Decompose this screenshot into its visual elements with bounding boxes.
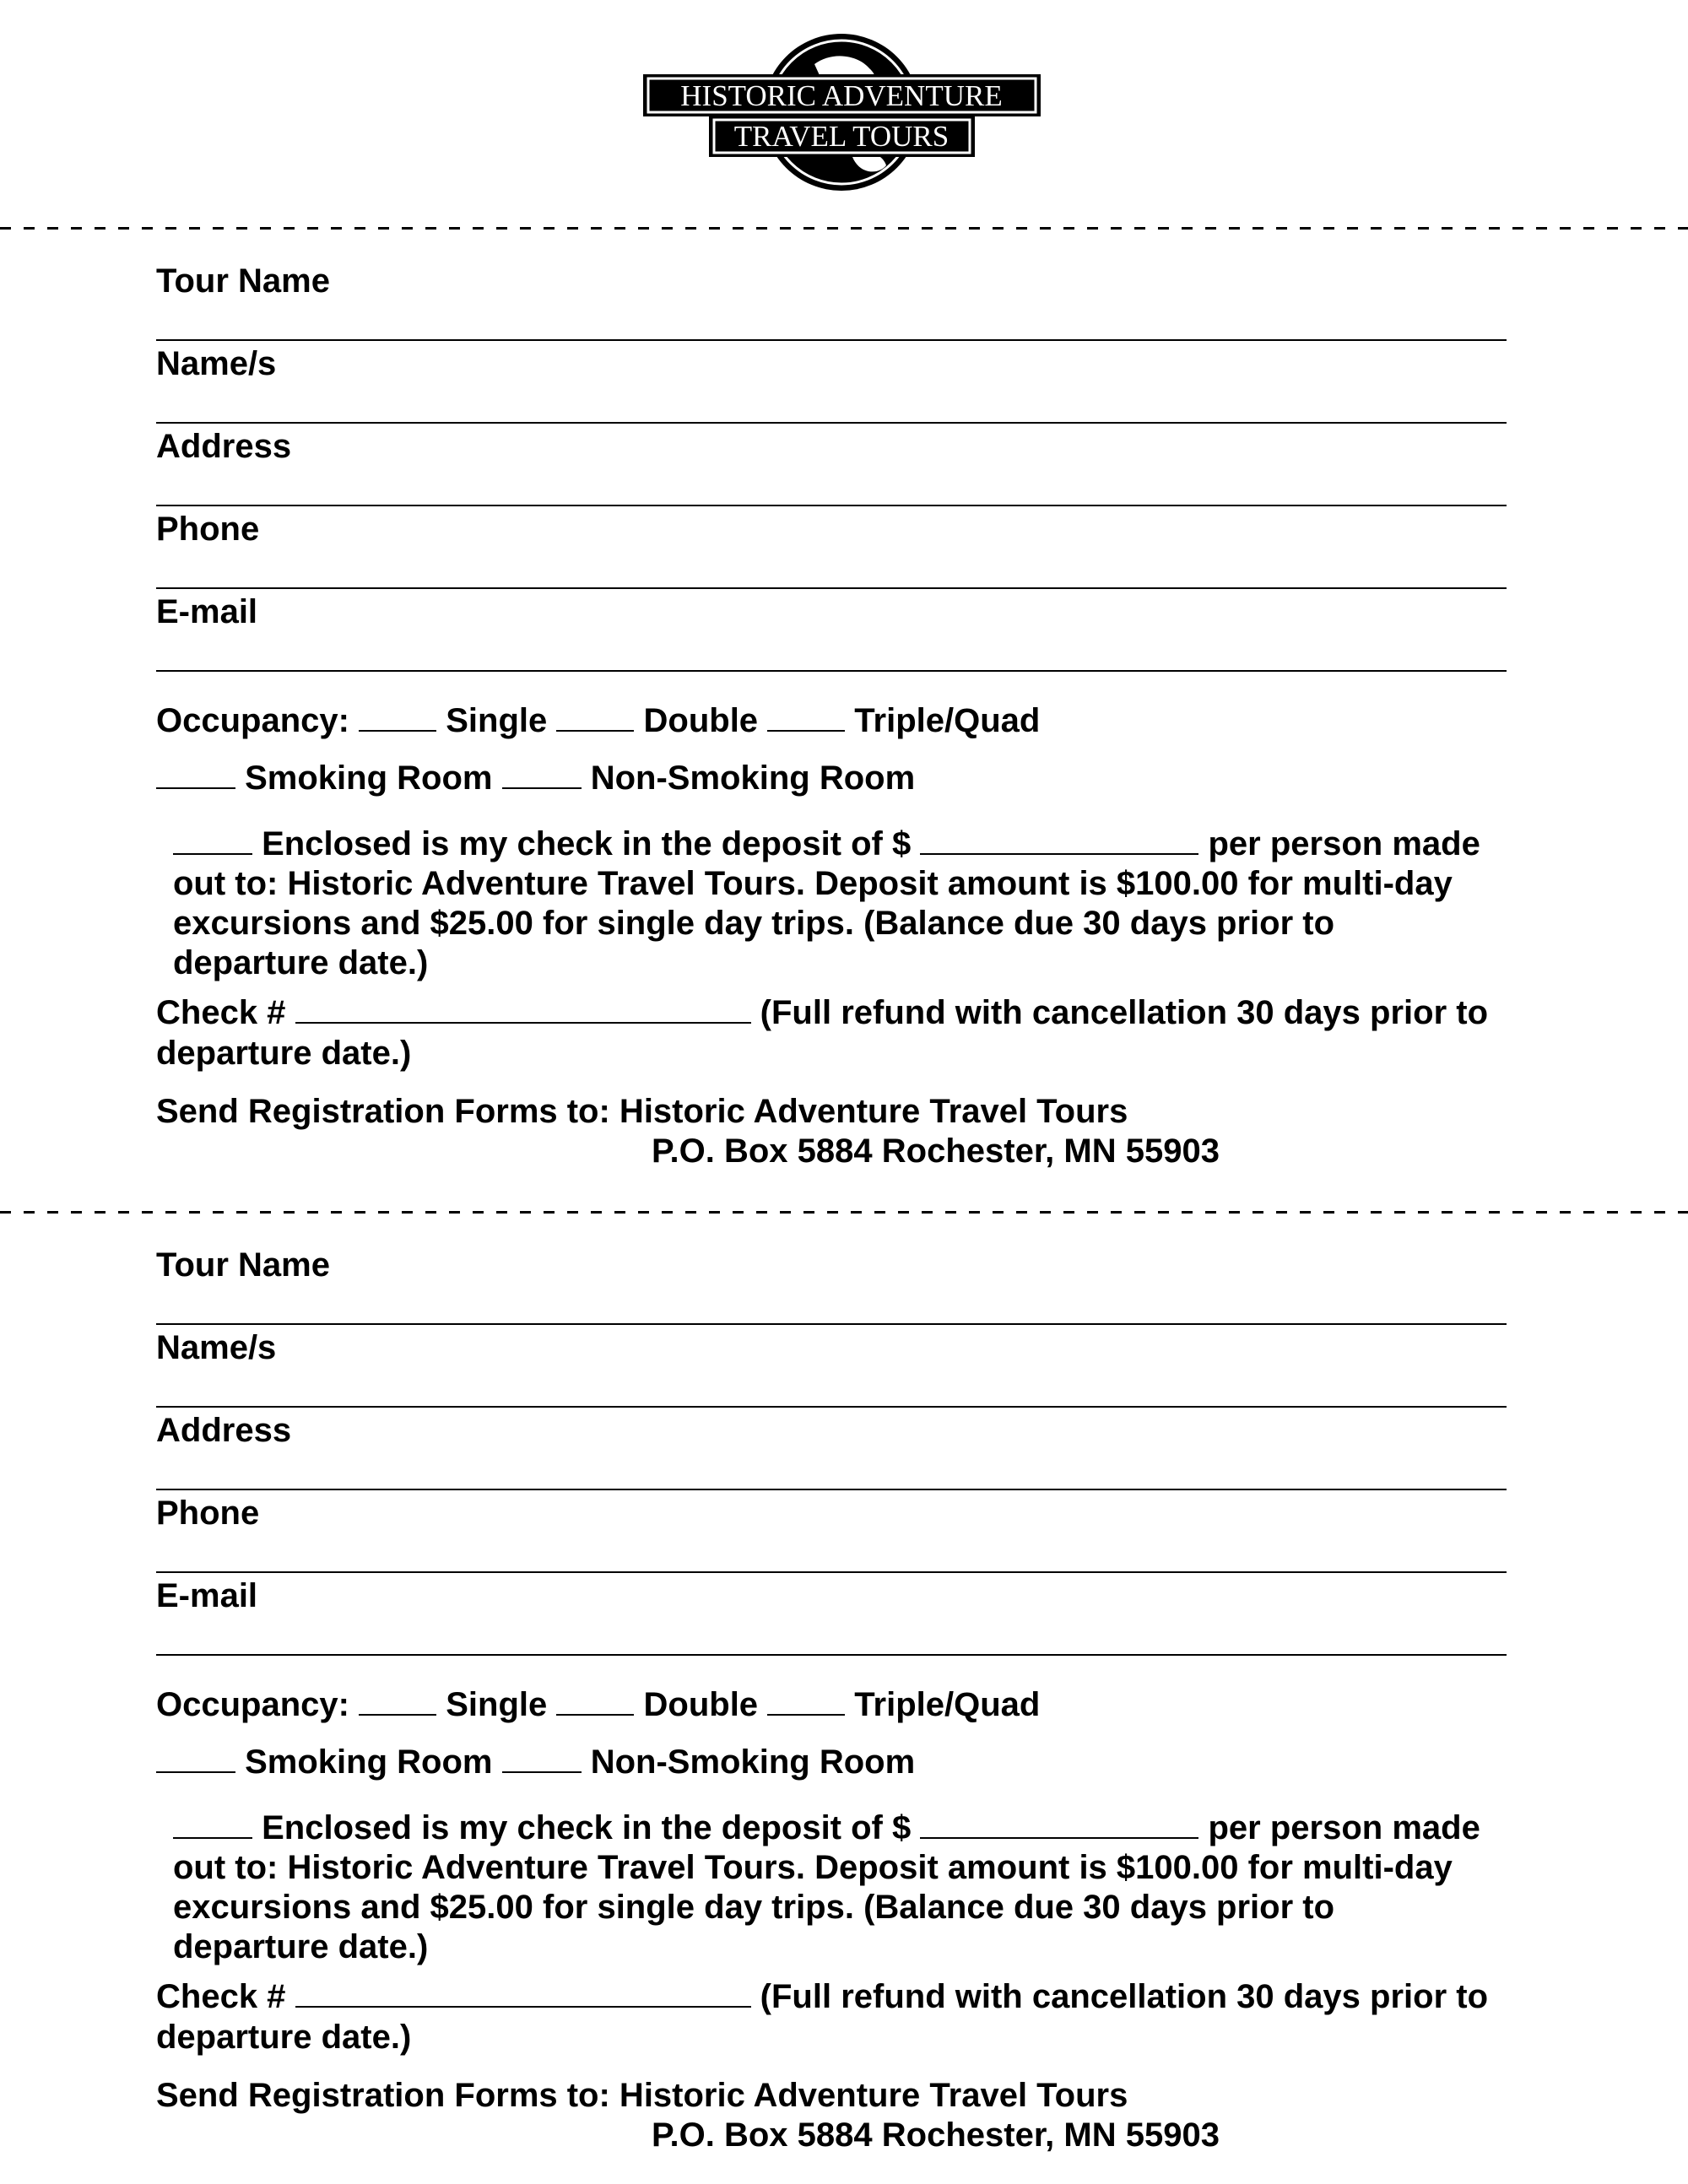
check-number-blank[interactable] [295,997,751,1024]
cut-line [0,1211,1688,1214]
deposit-amount-blank[interactable] [920,1812,1198,1839]
double-blank[interactable] [556,705,634,732]
single-blank[interactable] [359,1689,436,1716]
email-label: E-mail [156,593,258,630]
deposit-text: made out to: Historic Adventure Travel Tours. Deposit amount is $100.00 for multi-day excursions and $25.00 for single day trips. (Balance due 30 days prior to departure date.) [173,1809,1480,1965]
deposit-per-person: per person [1208,1809,1383,1846]
logo-line1: HISTORIC ADVENTURE [680,79,1003,112]
occupancy-label: Occupancy: [156,702,349,739]
phone-label: Phone [156,511,260,548]
deposit-per-person: per person [1208,825,1383,862]
occupancy-label: Occupancy: [156,1686,349,1723]
check-label: Check # [156,1978,286,2015]
tour-name-label: Tour Name [156,262,330,300]
smoking-row [156,759,915,797]
single-label: Single [446,702,548,739]
triple-label: Triple/Quad [854,702,1041,739]
check-number-blank[interactable] [295,1981,751,2008]
nonsmoking-blank[interactable] [502,762,582,789]
deposit-check-blank[interactable] [173,1812,252,1839]
smoking-row [156,1743,915,1781]
send-to-address: P.O. Box 5884 Rochester, MN 55903 [652,2116,1220,2154]
tour-name-field[interactable] [156,1323,1507,1325]
smoking-blank[interactable] [156,1746,235,1773]
tour-name-label: Tour Name [156,1246,330,1284]
deposit-lead: Enclosed is my check in the deposit of $ [262,1809,912,1846]
phone-field[interactable] [156,1571,1507,1573]
double-label: Double [643,702,759,739]
check-note: (Full refund with cancellation 30 days prior to departure date.) [156,994,1489,1072]
deposit-text: made out to: Historic Adventure Travel Tours. Deposit amount is $100.00 for multi-day excursions and $25.00 for single day trips. (Balance due 30 days prior to departure date.) [173,825,1480,981]
triple-blank[interactable] [767,705,845,732]
check-label: Check # [156,994,286,1031]
address-label: Address [156,1412,292,1449]
names-field[interactable] [156,1406,1507,1408]
names-label: Name/s [156,345,277,382]
names-field[interactable] [156,422,1507,424]
deposit-check-blank[interactable] [173,828,252,855]
deposit-paragraph [173,1808,1498,1967]
logo-line2: TRAVEL TOURS [733,120,950,153]
nonsmoking-label: Non-Smoking Room [590,1743,916,1781]
phone-label: Phone [156,1495,260,1532]
nonsmoking-label: Non-Smoking Room [590,760,916,797]
double-label: Double [643,1686,759,1723]
tour-name-field[interactable] [156,339,1507,341]
check-paragraph [156,992,1507,1073]
address-label: Address [156,428,292,465]
double-blank[interactable] [556,1689,634,1716]
triple-label: Triple/Quad [854,1686,1041,1723]
smoking-label: Smoking Room [245,1743,493,1781]
occupancy-row [156,1685,1040,1724]
smoking-blank[interactable] [156,762,235,789]
check-note: (Full refund with cancellation 30 days prior to departure date.) [156,1978,1489,2056]
single-label: Single [446,1686,548,1723]
deposit-amount-blank[interactable] [920,828,1198,855]
triple-blank[interactable] [767,1689,845,1716]
company-logo [641,30,1042,195]
names-label: Name/s [156,1329,277,1366]
phone-field[interactable] [156,587,1507,589]
nonsmoking-blank[interactable] [502,1746,582,1773]
send-to-label: Send Registration Forms to: Historic Adventure Travel Tours [156,2077,1128,2114]
email-field[interactable] [156,670,1507,672]
deposit-lead: Enclosed is my check in the deposit of $ [262,825,912,862]
cut-line [0,227,1688,230]
check-paragraph [156,1976,1507,2057]
send-to-address: P.O. Box 5884 Rochester, MN 55903 [652,1133,1220,1170]
deposit-paragraph [173,824,1498,983]
address-field[interactable] [156,505,1507,506]
email-label: E-mail [156,1577,258,1614]
smoking-label: Smoking Room [245,760,493,797]
occupancy-row [156,701,1040,740]
email-field[interactable] [156,1654,1507,1656]
single-blank[interactable] [359,705,436,732]
globe-banner-logo-icon [641,30,1042,195]
address-field[interactable] [156,1489,1507,1490]
send-to-label: Send Registration Forms to: Historic Adventure Travel Tours [156,1093,1128,1130]
